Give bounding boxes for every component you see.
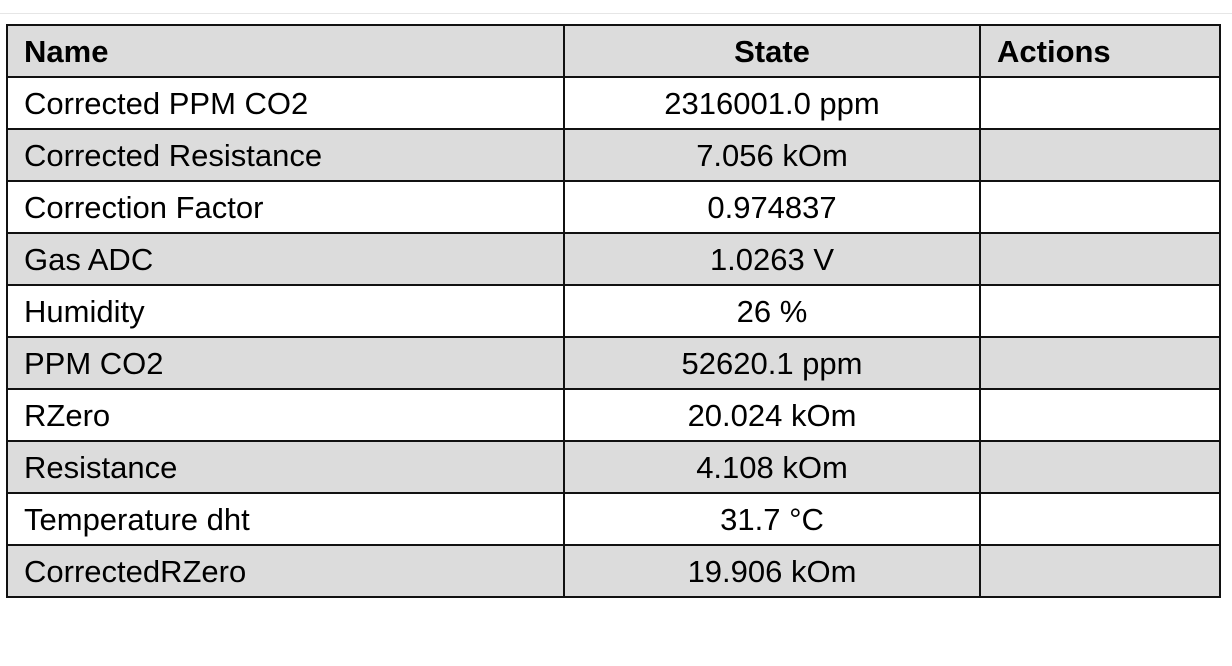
table-row (7, 285, 1220, 337)
table-row (7, 233, 1220, 285)
row-state: 31.7 °C (564, 493, 980, 545)
row-name: Humidity (7, 285, 564, 337)
row-state: 0.974837 (564, 181, 980, 233)
table-row (7, 545, 1220, 597)
header-state: State (564, 25, 980, 77)
table-row (7, 441, 1220, 493)
row-actions-cell (980, 285, 1220, 337)
row-actions-cell (980, 233, 1220, 285)
table-row (7, 493, 1220, 545)
row-name: Resistance (7, 441, 564, 493)
header-name: Name (7, 25, 564, 77)
row-name: Gas ADC (7, 233, 564, 285)
row-state: 19.906 kOm (564, 545, 980, 597)
table-header-row (7, 25, 1220, 77)
row-actions-cell (980, 493, 1220, 545)
table-row (7, 77, 1220, 129)
row-state: 4.108 kOm (564, 441, 980, 493)
row-name: Correction Factor (7, 181, 564, 233)
header-actions: Actions (980, 25, 1220, 77)
states-table (6, 24, 1221, 598)
row-name: Temperature dht (7, 493, 564, 545)
top-divider (0, 13, 1232, 14)
row-actions-cell (980, 129, 1220, 181)
row-state: 52620.1 ppm (564, 337, 980, 389)
row-name: CorrectedRZero (7, 545, 564, 597)
table-row (7, 337, 1220, 389)
row-state: 2316001.0 ppm (564, 77, 980, 129)
row-actions-cell (980, 545, 1220, 597)
row-state: 7.056 kOm (564, 129, 980, 181)
row-name: Corrected PPM CO2 (7, 77, 564, 129)
row-name: RZero (7, 389, 564, 441)
table-row (7, 129, 1220, 181)
row-state: 26 % (564, 285, 980, 337)
row-actions-cell (980, 77, 1220, 129)
row-actions-cell (980, 441, 1220, 493)
row-actions-cell (980, 181, 1220, 233)
table-row (7, 389, 1220, 441)
row-state: 1.0263 V (564, 233, 980, 285)
row-actions-cell (980, 389, 1220, 441)
row-name: Corrected Resistance (7, 129, 564, 181)
table-row (7, 181, 1220, 233)
row-actions-cell (980, 337, 1220, 389)
row-name: PPM CO2 (7, 337, 564, 389)
row-state: 20.024 kOm (564, 389, 980, 441)
